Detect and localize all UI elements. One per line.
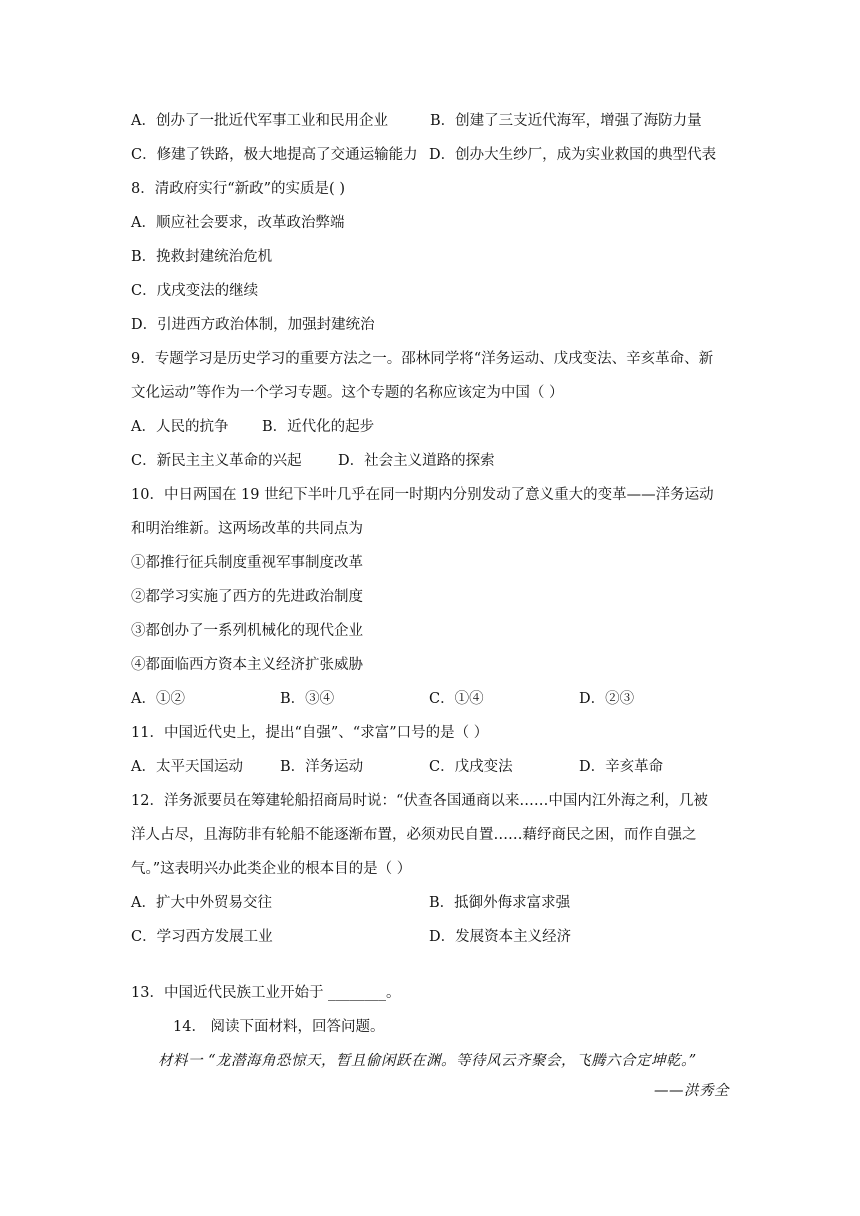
q10-statement-3: ③都创办了一系列机械化的现代企业 — [131, 623, 363, 639]
q9-option-b: B．近代化的起步 — [262, 419, 375, 435]
q14-material-1-author: ——洪秀全 — [654, 1083, 729, 1099]
q12-option-d: D．发展资本主义经济 — [429, 929, 572, 945]
q12-stem-line3: 气。”这表明兴办此类企业的根本目的是（ ） — [131, 861, 412, 877]
q14-material-1: 材料一 “龙潜海角恐惊天，暂且偷闲跃在渊。等待风云齐聚会，飞腾六合定坤乾。” — [158, 1053, 697, 1069]
q11-stem: 11．中国近代史上，提出“自强”、“求富”口号的是（ ） — [131, 725, 489, 741]
q10-option-a: A．①② — [131, 691, 185, 707]
q10-option-d: D．②③ — [579, 691, 635, 707]
q9-option-a: A．人民的抗争 — [131, 419, 229, 435]
q12-stem-line2: 洋人占尽，且海防非有轮船不能逐渐布置，必须劝民自置……藉纾商民之困，而作自强之 — [131, 827, 697, 843]
q10-statement-4: ④都面临西方资本主义经济扩张威胁 — [131, 657, 363, 673]
q10-statement-1: ①都推行征兵制度重视军事制度改革 — [131, 555, 363, 571]
q11-option-d: D．辛亥革命 — [579, 759, 664, 775]
q7-option-c: C．修建了铁路，极大地提高了交通运输能力 — [131, 147, 418, 163]
q8-option-a: A．顺应社会要求，改革政治弊端 — [131, 215, 345, 231]
q11-option-a: A．太平天国运动 — [131, 759, 243, 775]
q10-statement-2: ②都学习实施了西方的先进政治制度 — [131, 589, 363, 605]
q9-stem-line1: 9．专题学习是历史学习的重要方法之一。邵林同学将“洋务运动、戊戌变法、辛亥革命、新 — [131, 351, 714, 367]
q7-option-a: A．创办了一批近代军事工业和民用企业 — [131, 113, 388, 129]
q14-stem: 14． 阅读下面材料，回答问题。 — [173, 1019, 385, 1035]
q8-option-c: C．戊戌变法的继续 — [131, 283, 259, 299]
q9-option-d: D．社会主义道路的探索 — [338, 453, 495, 469]
q7-option-b: B．创建了三支近代海军，增强了海防力量 — [430, 113, 702, 129]
q13-stem: 13．中国近代民族工业开始于 ________。 — [131, 985, 401, 1001]
q9-option-c: C．新民主主义革命的兴起 — [131, 453, 302, 469]
q10-option-c: C．①④ — [429, 691, 484, 707]
q12-stem-line1: 12．洋务派要员在筹建轮船招商局时说：“伏查各国通商以来……中国内江外海之利，几被 — [131, 793, 708, 809]
q8-option-d: D．引进西方政治体制，加强封建统治 — [131, 317, 375, 333]
q11-option-b: B．洋务运动 — [280, 759, 364, 775]
q10-stem-line2: 和明治维新。这两场改革的共同点为 — [131, 521, 363, 537]
q12-option-b: B．抵御外侮求富求强 — [429, 895, 571, 911]
q11-option-c: C．戊戌变法 — [429, 759, 513, 775]
q8-option-b: B．挽救封建统治危机 — [131, 249, 273, 265]
q8-stem: 8．清政府实行“新政”的实质是( ) — [131, 181, 345, 197]
q7-option-d: D．创办大生纱厂，成为实业救国的典型代表 — [429, 147, 717, 163]
q12-option-a: A．扩大中外贸易交往 — [131, 895, 272, 911]
q12-option-c: C．学习西方发展工业 — [131, 929, 273, 945]
q10-option-b: B．③④ — [280, 691, 335, 707]
q10-stem-line1: 10．中日两国在 19 世纪下半叶几乎在同一时期内分别发动了意义重大的变革——洋务运动 — [131, 487, 714, 503]
q9-stem-line2: 文化运动”等作为一个学习专题。这个专题的名称应该定为中国（ ） — [131, 385, 564, 401]
